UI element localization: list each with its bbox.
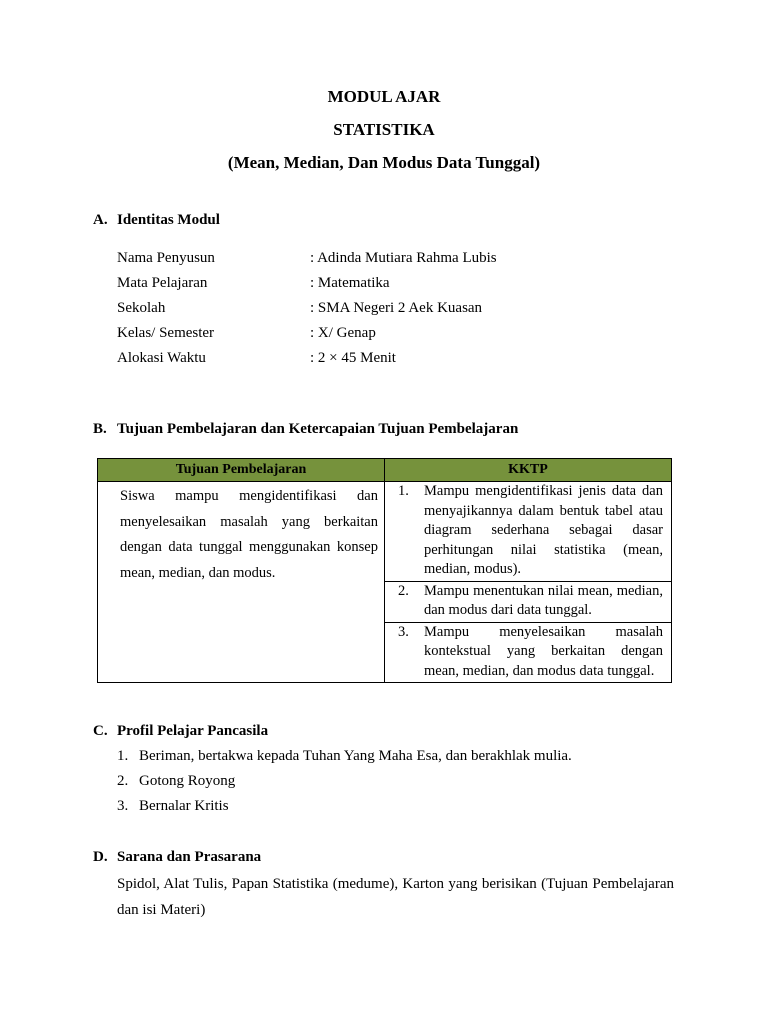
list-text: Bernalar Kritis	[139, 798, 229, 814]
list-number: 2.	[117, 773, 129, 789]
list-text: Gotong Royong	[139, 773, 236, 789]
document-title	[0, 86, 768, 185]
identity-value: : X/ Genap	[310, 325, 376, 341]
section-b-title: Tujuan Pembelajaran dan Ketercapaian Tujuan Pembelajaran	[117, 421, 519, 437]
identity-row	[117, 273, 497, 298]
list-item	[117, 796, 572, 821]
section-c-letter: C.	[93, 723, 108, 739]
kktp-text: Mampu menentukan nilai mean, median, dan modus dari data tunggal.	[424, 582, 663, 618]
header-tujuan-pembelajaran: Tujuan Pembelajaran	[98, 459, 385, 482]
kktp-text: Mampu mengidentifikasi jenis data dan menyajikannya dalam bentuk tabel atau diagram sederhana sebagai dasar perhitungan nilai statistika (mean, median, modus).	[424, 483, 663, 577]
identity-value: : SMA Negeri 2 Aek Kuasan	[310, 300, 483, 316]
section-c-heading	[93, 722, 268, 740]
section-d-heading	[93, 848, 261, 866]
list-item	[117, 746, 572, 771]
identity-value: : Matematika	[310, 275, 390, 291]
facilities-text: Spidol, Alat Tulis, Papan Statistika (medume), Karton yang berisikan (Tujuan Pembelajaran dan isi Materi)	[117, 876, 674, 918]
section-b-letter: B.	[93, 421, 107, 437]
identity-label: Alokasi Waktu	[117, 350, 206, 366]
identity-row	[117, 323, 497, 348]
identity-table	[117, 248, 497, 373]
identity-label: Nama Penyusun	[117, 250, 215, 266]
kktp-cell	[385, 482, 672, 683]
section-d-title: Sarana dan Prasarana	[117, 849, 262, 865]
list-item	[117, 771, 572, 796]
kktp-number: 1.	[398, 483, 409, 499]
section-d-letter: D.	[93, 849, 108, 865]
list-text: Beriman, bertakwa kepada Tuhan Yang Maha Esa, dan berakhlak mulia.	[139, 748, 572, 764]
title-statistika: STATISTIKA	[333, 120, 435, 139]
identity-value: : Adinda Mutiara Rahma Lubis	[310, 250, 497, 266]
list-number: 1.	[117, 748, 129, 764]
section-c-title: Profil Pelajar Pancasila	[117, 723, 269, 739]
kktp-number: 3.	[398, 623, 409, 640]
identity-row	[117, 348, 497, 373]
kktp-item	[385, 482, 671, 581]
kktp-text: Mampu menyelesaikan masalah kontekstual yang berkaitan dengan mean, median, dan modus data tunggal.	[424, 623, 663, 679]
header-kktp: KKTP	[385, 459, 672, 482]
section-a-letter: A.	[93, 212, 108, 228]
title-modul-ajar: MODUL AJAR	[327, 87, 441, 106]
list-number: 3.	[117, 798, 129, 814]
identity-row	[117, 248, 497, 273]
identity-value: : 2 × 45 Menit	[310, 350, 396, 366]
pancasila-profile-list	[117, 746, 572, 821]
kktp-item	[385, 582, 671, 622]
title-subtitle: (Mean, Median, Dan Modus Data Tunggal)	[227, 153, 541, 172]
kktp-number: 2.	[398, 582, 409, 599]
identity-label: Kelas/ Semester	[117, 325, 215, 341]
objective-cell: Siswa mampu mengidentifikasi dan menyelesaikan masalah yang berkaitan dengan data tunggal menggunakan konsep mean, median, dan modus.	[98, 482, 385, 683]
learning-objectives-table	[97, 458, 672, 683]
section-b-heading	[93, 420, 518, 438]
section-a-title: Identitas Modul	[117, 212, 220, 228]
identity-row	[117, 298, 497, 323]
kktp-item	[385, 623, 671, 683]
identity-label: Mata Pelajaran	[117, 275, 208, 291]
section-a-heading	[93, 211, 220, 229]
identity-label: Sekolah	[117, 300, 166, 316]
